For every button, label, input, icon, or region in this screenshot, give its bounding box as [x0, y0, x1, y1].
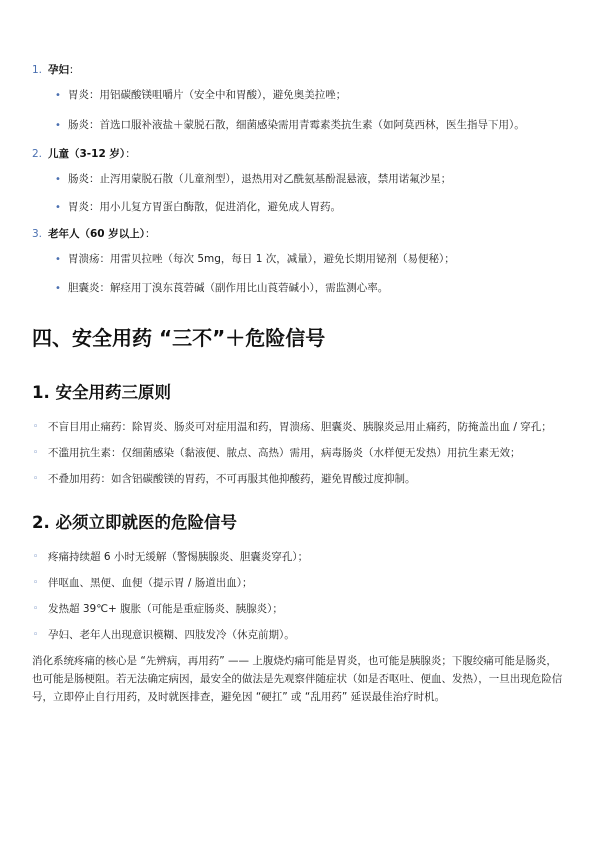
bullet-circle-icon: ◦	[33, 551, 39, 562]
principles-list	[32, 418, 563, 488]
bullet-dot-icon: •	[55, 90, 61, 101]
list-item-text: 肠炎：首选口服补液盐＋蒙脱石散，细菌感染需用青霉素类抗生素（如阿莫西林，医生指导下用）。	[68, 119, 525, 131]
list-item	[32, 626, 563, 644]
bullet-dot-icon: •	[55, 174, 61, 185]
group-heading: 3. 老年人（60 岁以上）：	[32, 228, 156, 240]
list-item	[32, 574, 563, 592]
bullet-circle-icon: ◦	[33, 422, 39, 432]
list-item	[32, 548, 563, 566]
list-item	[32, 250, 563, 269]
bullet-dot-icon: •	[55, 254, 61, 265]
population-group-children	[32, 146, 563, 217]
bullet-circle-icon: ◦	[33, 448, 39, 458]
subsection-heading-principles: 1. 安全用药三原则	[32, 383, 171, 402]
list-item-text: 肠炎：止泻用蒙脱石散（儿童剂型），退热用对乙酰氨基酚混悬液，禁用诺氟沙星；	[68, 173, 452, 185]
list-item-text: 伴呕血、黑便、血便（提示胃 / 肠道出血）；	[48, 576, 253, 589]
list-item	[32, 600, 563, 618]
population-group-pregnant	[32, 62, 563, 135]
group-item-list	[32, 250, 563, 298]
list-item	[32, 116, 563, 135]
group-item-list	[32, 170, 563, 217]
list-item-text: 不滥用抗生素：仅细菌感染（黏液便、脓点、高热）需用，病毒肠炎（水样便无发热）用抗生素无效；	[48, 447, 521, 459]
list-item	[32, 279, 563, 298]
group-item-list	[32, 86, 563, 135]
population-group-elderly	[32, 226, 563, 298]
list-item-text: 胆囊炎：解痉用丁溴东莨菪碱（副作用比山莨菪碱小），需监测心率。	[68, 282, 389, 294]
list-number: 1.	[32, 64, 43, 76]
bullet-dot-icon: •	[55, 120, 61, 131]
list-item-text: 发热超 39℃+ 腹胀（可能是重症肠炎、胰腺炎）；	[48, 602, 283, 615]
group-heading: 2. 儿童（3-12 岁）：	[32, 148, 136, 160]
list-item-text: 疼痛持续超 6 小时无缓解（警惕胰腺炎、胆囊炎穿孔）；	[48, 550, 309, 563]
bullet-dot-icon: •	[55, 202, 61, 213]
list-item	[32, 198, 563, 217]
danger-signals-list	[32, 548, 563, 644]
bullet-dot-icon: •	[55, 283, 61, 294]
list-item-text: 胃炎：用铝碳酸镁咀嚼片（安全中和胃酸），避免奥美拉唑；	[68, 89, 347, 101]
summary-paragraph: 消化系统疼痛的核心是 “先辨病，再用药” —— 上腹烧灼痛可能是胃炎，也可能是胰腺炎；下腹绞痛可能是肠炎，也可能是肠梗阻。若无法确定病因，最安全的做法是先观察伴随症状（如是否呕吐、便血、发热），一旦出现危险信号，立即停止自行用药，及时就医排查，避免因 “硬扛” 或 “乱用药” 延误最佳治疗时机。	[32, 654, 563, 703]
bullet-circle-icon: ◦	[33, 629, 39, 640]
group-title: 老年人（60 岁以上）	[48, 228, 146, 240]
list-number: 2.	[32, 148, 43, 160]
bullet-circle-icon: ◦	[33, 577, 39, 588]
list-item-text: 胃溃疡：用雷贝拉唑（每次 5mg，每日 1 次，减量），避免长期用铋剂（易便秘）；	[68, 253, 455, 265]
list-item	[32, 170, 563, 189]
list-item	[32, 444, 563, 462]
bullet-circle-icon: ◦	[33, 603, 39, 614]
list-item-text: 胃炎：用小儿复方胃蛋白酶散，促进消化，避免成人胃药。	[68, 201, 341, 213]
subsection-heading-danger-signals: 2. 必须立即就医的危险信号	[32, 513, 237, 532]
group-title: 儿童（3-12 岁）	[48, 148, 126, 160]
list-item	[32, 86, 563, 105]
list-item-text: 孕妇、老年人出现意识模糊、四肢发冷（休克前期）。	[48, 628, 295, 641]
section-heading: 四、安全用药 “三不”＋危险信号	[32, 326, 326, 350]
list-item	[32, 470, 563, 488]
group-title: 孕妇	[48, 64, 69, 76]
list-item	[32, 418, 563, 436]
group-heading: 1. 孕妇：	[32, 64, 80, 76]
list-item-text: 不盲目用止痛药：除胃炎、肠炎可对症用温和药，胃溃疡、胆囊炎、胰腺炎忌用止痛药，防掩盖出血 / 穿孔；	[48, 421, 552, 433]
list-number: 3.	[32, 228, 43, 240]
bullet-circle-icon: ◦	[33, 474, 39, 484]
list-item-text: 不叠加用药：如含铝碳酸镁的胃药，不可再服其他抑酸药，避免胃酸过度抑制。	[48, 473, 416, 485]
